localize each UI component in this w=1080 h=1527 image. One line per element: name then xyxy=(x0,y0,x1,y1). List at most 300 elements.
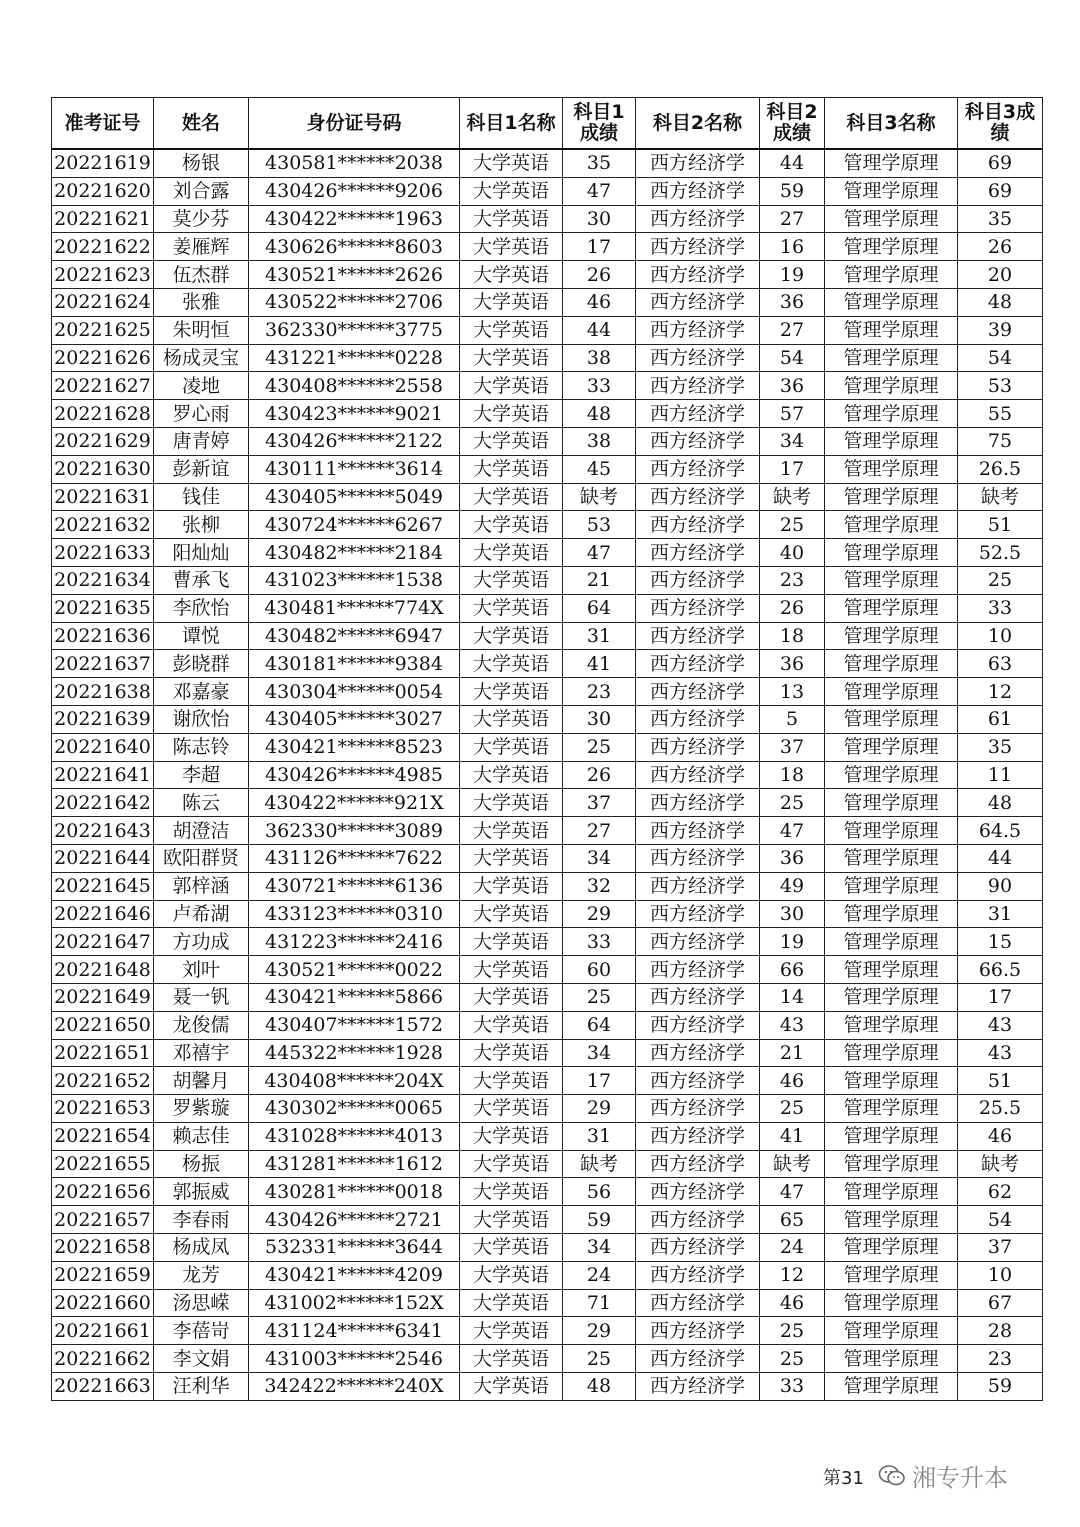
cell-subject1-name: 大学英语 xyxy=(460,1345,563,1373)
cell-subject3-score: 20 xyxy=(958,261,1043,289)
cell-subject2-score: 26 xyxy=(760,594,825,622)
cell-exam-id: 20221637 xyxy=(52,650,154,678)
cell-name: 郭振威 xyxy=(154,1178,249,1206)
cell-subject2-name: 西方经济学 xyxy=(636,1039,760,1067)
cell-subject3-score: 25 xyxy=(958,566,1043,594)
cell-subject3-score: 62 xyxy=(958,1178,1043,1206)
cell-id-number: 445322******1928 xyxy=(249,1039,460,1067)
cell-exam-id: 20221647 xyxy=(52,928,154,956)
table-row xyxy=(52,1178,1043,1206)
cell-exam-id: 20221619 xyxy=(52,149,154,177)
cell-subject3-name: 管理学原理 xyxy=(825,817,958,845)
cell-subject2-score: 66 xyxy=(760,956,825,984)
cell-subject1-score: 48 xyxy=(563,1373,636,1401)
header-subject1-name: 科目1名称 xyxy=(460,98,563,150)
cell-exam-id: 20221649 xyxy=(52,983,154,1011)
cell-subject1-name: 大学英语 xyxy=(460,928,563,956)
cell-name: 汤思嵘 xyxy=(154,1289,249,1317)
cell-subject2-name: 西方经济学 xyxy=(636,1122,760,1150)
table-row xyxy=(52,705,1043,733)
cell-exam-id: 20221645 xyxy=(52,872,154,900)
cell-id-number: 430111******3614 xyxy=(249,455,460,483)
cell-exam-id: 20221625 xyxy=(52,316,154,344)
cell-subject2-score: 41 xyxy=(760,1122,825,1150)
cell-name: 陈志铃 xyxy=(154,733,249,761)
cell-subject2-name: 西方经济学 xyxy=(636,844,760,872)
cell-subject2-score: 59 xyxy=(760,177,825,205)
cell-subject1-name: 大学英语 xyxy=(460,177,563,205)
cell-subject1-name: 大学英语 xyxy=(460,233,563,261)
cell-id-number: 362330******3775 xyxy=(249,316,460,344)
cell-subject2-score: 36 xyxy=(760,288,825,316)
table-row xyxy=(52,1234,1043,1262)
cell-subject2-name: 西方经济学 xyxy=(636,678,760,706)
cell-subject1-name: 大学英语 xyxy=(460,1206,563,1234)
table-row xyxy=(52,983,1043,1011)
cell-subject3-score: 26 xyxy=(958,233,1043,261)
page-footer xyxy=(823,1462,864,1492)
cell-subject2-score: 36 xyxy=(760,844,825,872)
cell-subject1-name: 大学英语 xyxy=(460,483,563,511)
cell-subject3-name: 管理学原理 xyxy=(825,900,958,928)
cell-subject2-name: 西方经济学 xyxy=(636,1067,760,1095)
cell-name: 陈云 xyxy=(154,789,249,817)
cell-exam-id: 20221620 xyxy=(52,177,154,205)
cell-exam-id: 20221621 xyxy=(52,205,154,233)
cell-subject1-score: 59 xyxy=(563,1206,636,1234)
cell-subject2-score: 33 xyxy=(760,1373,825,1401)
cell-subject3-score: 39 xyxy=(958,316,1043,344)
cell-subject1-score: 64 xyxy=(563,594,636,622)
cell-name: 龙芳 xyxy=(154,1261,249,1289)
cell-id-number: 430281******0018 xyxy=(249,1178,460,1206)
cell-subject1-score: 27 xyxy=(563,817,636,845)
cell-subject3-score: 66.5 xyxy=(958,956,1043,984)
cell-name: 刘叶 xyxy=(154,956,249,984)
cell-subject1-name: 大学英语 xyxy=(460,1150,563,1178)
table-row xyxy=(52,149,1043,177)
table-row xyxy=(52,455,1043,483)
cell-name: 胡馨月 xyxy=(154,1067,249,1095)
cell-subject3-name: 管理学原理 xyxy=(825,455,958,483)
cell-id-number: 430426******2721 xyxy=(249,1206,460,1234)
cell-name: 聂一钒 xyxy=(154,983,249,1011)
cell-subject2-name: 西方经济学 xyxy=(636,1150,760,1178)
cell-subject3-name: 管理学原理 xyxy=(825,705,958,733)
cell-subject2-name: 西方经济学 xyxy=(636,205,760,233)
table-row xyxy=(52,288,1043,316)
cell-subject1-score: 45 xyxy=(563,455,636,483)
cell-subject2-name: 西方经济学 xyxy=(636,400,760,428)
cell-subject1-score: 48 xyxy=(563,400,636,428)
cell-id-number: 430482******6947 xyxy=(249,622,460,650)
cell-subject2-name: 西方经济学 xyxy=(636,566,760,594)
cell-id-number: 433123******0310 xyxy=(249,900,460,928)
cell-subject3-score: 37 xyxy=(958,1234,1043,1262)
cell-subject1-name: 大学英语 xyxy=(460,1122,563,1150)
table-row xyxy=(52,344,1043,372)
cell-subject2-score: 47 xyxy=(760,1178,825,1206)
table-row xyxy=(52,1317,1043,1345)
cell-id-number: 430408******2558 xyxy=(249,372,460,400)
table-row xyxy=(52,678,1043,706)
cell-subject1-name: 大学英语 xyxy=(460,817,563,845)
table-row xyxy=(52,1067,1043,1095)
cell-subject2-score: 13 xyxy=(760,678,825,706)
cell-subject1-score: 缺考 xyxy=(563,1150,636,1178)
cell-subject2-name: 西方经济学 xyxy=(636,1095,760,1123)
cell-subject2-name: 西方经济学 xyxy=(636,427,760,455)
cell-subject2-score: 14 xyxy=(760,983,825,1011)
cell-subject1-score: 47 xyxy=(563,177,636,205)
cell-subject3-score: 54 xyxy=(958,1206,1043,1234)
cell-subject2-score: 23 xyxy=(760,566,825,594)
cell-subject1-name: 大学英语 xyxy=(460,678,563,706)
cell-id-number: 430522******2706 xyxy=(249,288,460,316)
cell-subject1-name: 大学英语 xyxy=(460,789,563,817)
table-row xyxy=(52,622,1043,650)
cell-subject3-score: 35 xyxy=(958,205,1043,233)
cell-subject3-name: 管理学原理 xyxy=(825,1122,958,1150)
table-body xyxy=(52,149,1043,1400)
cell-subject1-score: 53 xyxy=(563,511,636,539)
cell-subject2-name: 西方经济学 xyxy=(636,177,760,205)
cell-subject3-score: 35 xyxy=(958,733,1043,761)
header-subject2-name: 科目2名称 xyxy=(636,98,760,150)
table-row xyxy=(52,205,1043,233)
cell-subject3-score: 64.5 xyxy=(958,817,1043,845)
cell-id-number: 430304******0054 xyxy=(249,678,460,706)
cell-subject3-score: 12 xyxy=(958,678,1043,706)
cell-id-number: 430426******9206 xyxy=(249,177,460,205)
cell-exam-id: 20221653 xyxy=(52,1095,154,1123)
cell-subject1-score: 34 xyxy=(563,1234,636,1262)
cell-subject2-name: 西方经济学 xyxy=(636,650,760,678)
cell-subject1-name: 大学英语 xyxy=(460,316,563,344)
cell-subject2-score: 44 xyxy=(760,149,825,177)
cell-subject3-name: 管理学原理 xyxy=(825,511,958,539)
cell-name: 谢欣怡 xyxy=(154,705,249,733)
cell-subject1-score: 23 xyxy=(563,678,636,706)
cell-name: 杨成凤 xyxy=(154,1234,249,1262)
cell-subject1-name: 大学英语 xyxy=(460,261,563,289)
cell-name: 郭梓涵 xyxy=(154,872,249,900)
cell-subject1-name: 大学英语 xyxy=(460,511,563,539)
header-subject3-name: 科目3名称 xyxy=(825,98,958,150)
cell-subject2-name: 西方经济学 xyxy=(636,733,760,761)
cell-id-number: 430181******9384 xyxy=(249,650,460,678)
cell-subject3-name: 管理学原理 xyxy=(825,650,958,678)
cell-exam-id: 20221631 xyxy=(52,483,154,511)
cell-subject3-score: 51 xyxy=(958,511,1043,539)
cell-subject1-name: 大学英语 xyxy=(460,1373,563,1401)
cell-id-number: 430626******8603 xyxy=(249,233,460,261)
cell-subject2-score: 16 xyxy=(760,233,825,261)
cell-subject2-name: 西方经济学 xyxy=(636,149,760,177)
cell-subject3-name: 管理学原理 xyxy=(825,1289,958,1317)
cell-name: 刘合露 xyxy=(154,177,249,205)
cell-exam-id: 20221635 xyxy=(52,594,154,622)
cell-subject2-name: 西方经济学 xyxy=(636,622,760,650)
wechat-icon xyxy=(878,1464,906,1488)
cell-subject1-name: 大学英语 xyxy=(460,1067,563,1095)
cell-subject2-score: 43 xyxy=(760,1011,825,1039)
cell-subject3-name: 管理学原理 xyxy=(825,1345,958,1373)
cell-subject2-score: 24 xyxy=(760,1234,825,1262)
cell-id-number: 430421******8523 xyxy=(249,733,460,761)
cell-name: 凌地 xyxy=(154,372,249,400)
cell-name: 莫少芬 xyxy=(154,205,249,233)
cell-subject3-score: 44 xyxy=(958,844,1043,872)
table-row xyxy=(52,761,1043,789)
cell-subject2-name: 西方经济学 xyxy=(636,983,760,1011)
cell-subject2-score: 5 xyxy=(760,705,825,733)
cell-subject2-score: 40 xyxy=(760,539,825,567)
cell-id-number: 431023******1538 xyxy=(249,566,460,594)
cell-subject3-name: 管理学原理 xyxy=(825,539,958,567)
cell-exam-id: 20221629 xyxy=(52,427,154,455)
cell-subject1-score: 60 xyxy=(563,956,636,984)
header-id-number: 身份证号码 xyxy=(249,98,460,150)
cell-id-number: 532331******3644 xyxy=(249,1234,460,1262)
cell-exam-id: 20221655 xyxy=(52,1150,154,1178)
cell-id-number: 431002******152X xyxy=(249,1289,460,1317)
table-row xyxy=(52,594,1043,622)
cell-subject3-name: 管理学原理 xyxy=(825,1178,958,1206)
cell-name: 邓嘉豪 xyxy=(154,678,249,706)
table-row xyxy=(52,1261,1043,1289)
header-subject3-score: 科目3成 绩 xyxy=(958,98,1043,150)
table-row xyxy=(52,789,1043,817)
cell-subject3-score: 75 xyxy=(958,427,1043,455)
cell-subject3-score: 26.5 xyxy=(958,455,1043,483)
cell-subject3-name: 管理学原理 xyxy=(825,400,958,428)
table-row xyxy=(52,650,1043,678)
cell-subject2-score: 49 xyxy=(760,872,825,900)
cell-subject1-score: 47 xyxy=(563,539,636,567)
table-row xyxy=(52,1289,1043,1317)
cell-subject3-name: 管理学原理 xyxy=(825,1261,958,1289)
cell-exam-id: 20221633 xyxy=(52,539,154,567)
cell-name: 方功成 xyxy=(154,928,249,956)
cell-subject3-score: 48 xyxy=(958,288,1043,316)
cell-subject3-name: 管理学原理 xyxy=(825,1067,958,1095)
cell-subject1-score: 17 xyxy=(563,233,636,261)
cell-exam-id: 20221626 xyxy=(52,344,154,372)
cell-subject3-name: 管理学原理 xyxy=(825,622,958,650)
cell-subject2-score: 65 xyxy=(760,1206,825,1234)
table-row xyxy=(52,1345,1043,1373)
cell-subject3-name: 管理学原理 xyxy=(825,928,958,956)
cell-name: 罗紫璇 xyxy=(154,1095,249,1123)
cell-subject2-name: 西方经济学 xyxy=(636,900,760,928)
cell-exam-id: 20221654 xyxy=(52,1122,154,1150)
table-row xyxy=(52,483,1043,511)
table-row xyxy=(52,427,1043,455)
cell-subject3-score: 51 xyxy=(958,1067,1043,1095)
cell-subject1-score: 71 xyxy=(563,1289,636,1317)
cell-subject2-score: 25 xyxy=(760,789,825,817)
cell-subject3-score: 10 xyxy=(958,622,1043,650)
table-row xyxy=(52,1150,1043,1178)
header-subject1-score: 科目1 成绩 xyxy=(563,98,636,150)
cell-subject2-name: 西方经济学 xyxy=(636,261,760,289)
cell-subject1-name: 大学英语 xyxy=(460,455,563,483)
cell-id-number: 430521******2626 xyxy=(249,261,460,289)
cell-subject3-name: 管理学原理 xyxy=(825,789,958,817)
table-row xyxy=(52,733,1043,761)
cell-exam-id: 20221641 xyxy=(52,761,154,789)
cell-subject2-name: 西方经济学 xyxy=(636,761,760,789)
cell-id-number: 430405******5049 xyxy=(249,483,460,511)
cell-subject1-name: 大学英语 xyxy=(460,872,563,900)
cell-subject1-name: 大学英语 xyxy=(460,288,563,316)
cell-subject3-score: 53 xyxy=(958,372,1043,400)
cell-subject1-name: 大学英语 xyxy=(460,205,563,233)
table-row xyxy=(52,400,1043,428)
cell-name: 李欣怡 xyxy=(154,594,249,622)
cell-name: 彭新谊 xyxy=(154,455,249,483)
cell-id-number: 430423******9021 xyxy=(249,400,460,428)
cell-name: 卢希湖 xyxy=(154,900,249,928)
cell-subject1-score: 38 xyxy=(563,344,636,372)
watermark-text: 湘专升本 xyxy=(912,1464,1008,1492)
cell-subject3-score: 33 xyxy=(958,594,1043,622)
cell-subject2-name: 西方经济学 xyxy=(636,455,760,483)
header-subject2-score: 科目2 成绩 xyxy=(760,98,825,150)
cell-exam-id: 20221657 xyxy=(52,1206,154,1234)
cell-name: 杨振 xyxy=(154,1150,249,1178)
cell-id-number: 362330******3089 xyxy=(249,817,460,845)
cell-subject3-name: 管理学原理 xyxy=(825,844,958,872)
table-row xyxy=(52,539,1043,567)
cell-subject1-score: 34 xyxy=(563,844,636,872)
cell-subject2-name: 西方经济学 xyxy=(636,288,760,316)
cell-subject2-score: 46 xyxy=(760,1289,825,1317)
table-row xyxy=(52,566,1043,594)
cell-subject2-score: 25 xyxy=(760,1317,825,1345)
cell-exam-id: 20221648 xyxy=(52,956,154,984)
cell-subject1-score: 24 xyxy=(563,1261,636,1289)
cell-subject2-score: 34 xyxy=(760,427,825,455)
cell-name: 朱明恒 xyxy=(154,316,249,344)
cell-subject3-score: 61 xyxy=(958,705,1043,733)
cell-name: 赖志佳 xyxy=(154,1122,249,1150)
cell-subject3-name: 管理学原理 xyxy=(825,1206,958,1234)
cell-exam-id: 20221646 xyxy=(52,900,154,928)
cell-subject3-score: 48 xyxy=(958,789,1043,817)
cell-subject2-score: 21 xyxy=(760,1039,825,1067)
cell-subject2-name: 西方经济学 xyxy=(636,1234,760,1262)
cell-subject3-name: 管理学原理 xyxy=(825,872,958,900)
table-row xyxy=(52,177,1043,205)
cell-subject1-name: 大学英语 xyxy=(460,650,563,678)
cell-subject1-name: 大学英语 xyxy=(460,900,563,928)
cell-subject2-score: 19 xyxy=(760,261,825,289)
cell-subject2-score: 46 xyxy=(760,1067,825,1095)
cell-exam-id: 20221644 xyxy=(52,844,154,872)
cell-subject3-name: 管理学原理 xyxy=(825,316,958,344)
cell-subject3-name: 管理学原理 xyxy=(825,1150,958,1178)
cell-subject3-score: 67 xyxy=(958,1289,1043,1317)
cell-subject3-score: 46 xyxy=(958,1122,1043,1150)
table-row xyxy=(52,1039,1043,1067)
cell-exam-id: 20221658 xyxy=(52,1234,154,1262)
cell-subject3-name: 管理学原理 xyxy=(825,594,958,622)
cell-id-number: 430581******2038 xyxy=(249,149,460,177)
cell-subject2-name: 西方经济学 xyxy=(636,1011,760,1039)
cell-subject3-name: 管理学原理 xyxy=(825,761,958,789)
cell-subject3-score: 17 xyxy=(958,983,1043,1011)
cell-name: 伍杰群 xyxy=(154,261,249,289)
cell-subject1-name: 大学英语 xyxy=(460,844,563,872)
cell-subject1-name: 大学英语 xyxy=(460,1011,563,1039)
cell-subject2-name: 西方经济学 xyxy=(636,483,760,511)
cell-exam-id: 20221622 xyxy=(52,233,154,261)
cell-subject2-score: 19 xyxy=(760,928,825,956)
table-row xyxy=(52,511,1043,539)
cell-name: 张雅 xyxy=(154,288,249,316)
cell-subject2-name: 西方经济学 xyxy=(636,872,760,900)
cell-subject1-score: 56 xyxy=(563,1178,636,1206)
cell-id-number: 431221******0228 xyxy=(249,344,460,372)
cell-exam-id: 20221628 xyxy=(52,400,154,428)
cell-subject1-name: 大学英语 xyxy=(460,983,563,1011)
cell-subject1-name: 大学英语 xyxy=(460,400,563,428)
table-row xyxy=(52,372,1043,400)
cell-subject1-score: 41 xyxy=(563,650,636,678)
cell-exam-id: 20221662 xyxy=(52,1345,154,1373)
cell-id-number: 431028******4013 xyxy=(249,1122,460,1150)
table-row xyxy=(52,1206,1043,1234)
table-row xyxy=(52,316,1043,344)
cell-subject1-name: 大学英语 xyxy=(460,1095,563,1123)
table-row xyxy=(52,1011,1043,1039)
cell-subject1-name: 大学英语 xyxy=(460,566,563,594)
cell-id-number: 342422******240X xyxy=(249,1373,460,1401)
cell-id-number: 431223******2416 xyxy=(249,928,460,956)
cell-subject1-score: 64 xyxy=(563,1011,636,1039)
cell-subject1-score: 34 xyxy=(563,1039,636,1067)
cell-exam-id: 20221650 xyxy=(52,1011,154,1039)
header-name: 姓名 xyxy=(154,98,249,150)
table-row xyxy=(52,1122,1043,1150)
cell-exam-id: 20221659 xyxy=(52,1261,154,1289)
cell-exam-id: 20221642 xyxy=(52,789,154,817)
cell-subject3-name: 管理学原理 xyxy=(825,149,958,177)
cell-subject3-score: 69 xyxy=(958,177,1043,205)
cell-id-number: 430408******204X xyxy=(249,1067,460,1095)
cell-name: 姜雁辉 xyxy=(154,233,249,261)
cell-name: 阳灿灿 xyxy=(154,539,249,567)
cell-subject2-name: 西方经济学 xyxy=(636,928,760,956)
cell-subject2-score: 25 xyxy=(760,511,825,539)
cell-subject1-score: 31 xyxy=(563,622,636,650)
cell-subject2-name: 西方经济学 xyxy=(636,372,760,400)
cell-subject3-score: 28 xyxy=(958,1317,1043,1345)
table-row xyxy=(52,872,1043,900)
cell-name: 罗心雨 xyxy=(154,400,249,428)
cell-id-number: 430405******3027 xyxy=(249,705,460,733)
cell-subject3-name: 管理学原理 xyxy=(825,1095,958,1123)
cell-id-number: 430521******0022 xyxy=(249,956,460,984)
table-row xyxy=(52,928,1043,956)
cell-exam-id: 20221640 xyxy=(52,733,154,761)
cell-subject1-score: 30 xyxy=(563,705,636,733)
cell-subject3-name: 管理学原理 xyxy=(825,1234,958,1262)
cell-name: 胡澄洁 xyxy=(154,817,249,845)
cell-id-number: 430407******1572 xyxy=(249,1011,460,1039)
